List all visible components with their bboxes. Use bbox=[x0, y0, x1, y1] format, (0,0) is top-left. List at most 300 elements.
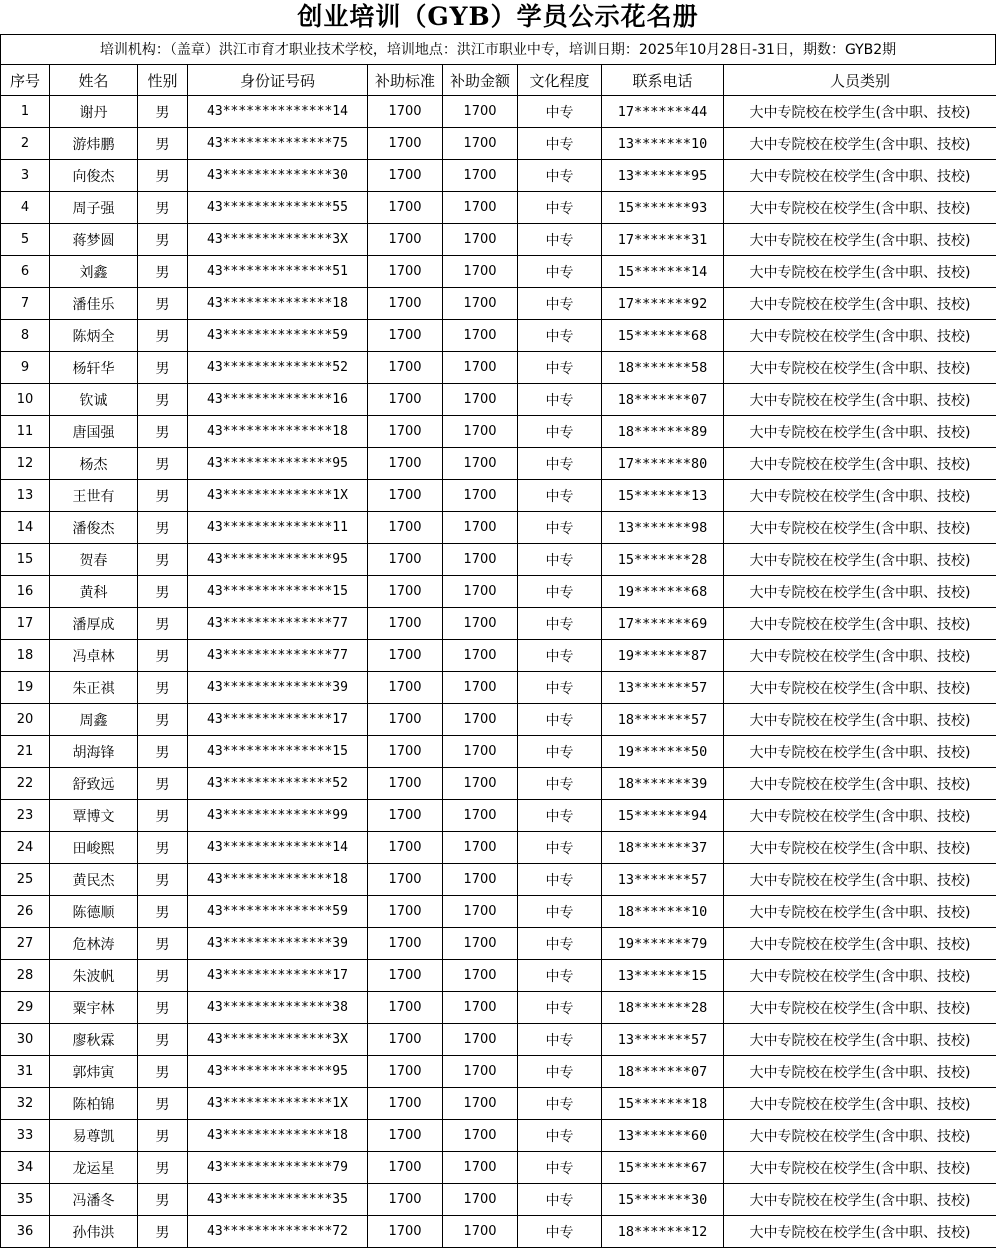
table-row bbox=[1, 480, 996, 512]
cell-gender: 男 bbox=[138, 288, 188, 320]
cell-subsidy-amount: 1700 bbox=[443, 448, 518, 480]
cell-id-number: 43**************95 bbox=[188, 448, 368, 480]
cell-name: 易尊凯 bbox=[50, 1120, 138, 1152]
cell-phone: 13*******57 bbox=[602, 1024, 724, 1056]
cell-name: 龙运星 bbox=[50, 1152, 138, 1184]
cell-subsidy-standard: 1700 bbox=[368, 1120, 443, 1152]
cell-index: 30 bbox=[1, 1024, 50, 1056]
cell-education: 中专 bbox=[518, 704, 602, 736]
cell-gender: 男 bbox=[138, 608, 188, 640]
cell-name: 刘鑫 bbox=[50, 256, 138, 288]
cell-phone: 15*******18 bbox=[602, 1088, 724, 1120]
cell-id-number: 43**************95 bbox=[188, 1056, 368, 1088]
cell-category: 大中专院校在校学生(含中职、技校) bbox=[724, 320, 996, 352]
cell-phone: 18*******58 bbox=[602, 352, 724, 384]
cell-category: 大中专院校在校学生(含中职、技校) bbox=[724, 672, 996, 704]
cell-category: 大中专院校在校学生(含中职、技校) bbox=[724, 992, 996, 1024]
cell-phone: 13*******60 bbox=[602, 1120, 724, 1152]
cell-index: 31 bbox=[1, 1056, 50, 1088]
table-row bbox=[1, 960, 996, 992]
cell-id-number: 43**************95 bbox=[188, 544, 368, 576]
cell-phone: 13*******95 bbox=[602, 160, 724, 192]
cell-subsidy-amount: 1700 bbox=[443, 832, 518, 864]
cell-category: 大中专院校在校学生(含中职、技校) bbox=[724, 736, 996, 768]
cell-subsidy-standard: 1700 bbox=[368, 448, 443, 480]
cell-subsidy-standard: 1700 bbox=[368, 288, 443, 320]
cell-phone: 17*******44 bbox=[602, 96, 724, 128]
cell-gender: 男 bbox=[138, 960, 188, 992]
cell-id-number: 43**************77 bbox=[188, 608, 368, 640]
cell-category: 大中专院校在校学生(含中职、技校) bbox=[724, 160, 996, 192]
cell-phone: 13*******57 bbox=[602, 864, 724, 896]
cell-phone: 15*******28 bbox=[602, 544, 724, 576]
cell-subsidy-standard: 1700 bbox=[368, 1184, 443, 1216]
cell-gender: 男 bbox=[138, 160, 188, 192]
cell-subsidy-amount: 1700 bbox=[443, 576, 518, 608]
cell-subsidy-amount: 1700 bbox=[443, 928, 518, 960]
cell-gender: 男 bbox=[138, 1088, 188, 1120]
cell-education: 中专 bbox=[518, 832, 602, 864]
cell-category: 大中专院校在校学生(含中职、技校) bbox=[724, 128, 996, 160]
table-row bbox=[1, 288, 996, 320]
cell-name: 孙伟洪 bbox=[50, 1216, 138, 1248]
cell-id-number: 43**************14 bbox=[188, 96, 368, 128]
cell-education: 中专 bbox=[518, 1216, 602, 1248]
cell-gender: 男 bbox=[138, 1056, 188, 1088]
cell-name: 郭炜寅 bbox=[50, 1056, 138, 1088]
cell-subsidy-standard: 1700 bbox=[368, 352, 443, 384]
cell-subsidy-amount: 1700 bbox=[443, 1120, 518, 1152]
col-header-name: 姓名 bbox=[50, 65, 138, 96]
cell-subsidy-standard: 1700 bbox=[368, 1216, 443, 1248]
cell-education: 中专 bbox=[518, 640, 602, 672]
cell-subsidy-amount: 1700 bbox=[443, 704, 518, 736]
cell-subsidy-standard: 1700 bbox=[368, 768, 443, 800]
cell-name: 黄民杰 bbox=[50, 864, 138, 896]
cell-id-number: 43**************15 bbox=[188, 576, 368, 608]
cell-education: 中专 bbox=[518, 128, 602, 160]
table-row bbox=[1, 256, 996, 288]
cell-category: 大中专院校在校学生(含中职、技校) bbox=[724, 576, 996, 608]
cell-index: 21 bbox=[1, 736, 50, 768]
cell-id-number: 43**************72 bbox=[188, 1216, 368, 1248]
cell-subsidy-standard: 1700 bbox=[368, 576, 443, 608]
cell-subsidy-amount: 1700 bbox=[443, 128, 518, 160]
roster-body bbox=[1, 96, 996, 1248]
cell-subsidy-amount: 1700 bbox=[443, 352, 518, 384]
cell-education: 中专 bbox=[518, 544, 602, 576]
cell-name: 向俊杰 bbox=[50, 160, 138, 192]
cell-name: 粟宇林 bbox=[50, 992, 138, 1024]
col-header-id-number: 身份证号码 bbox=[188, 65, 368, 96]
table-row bbox=[1, 352, 996, 384]
cell-name: 杨杰 bbox=[50, 448, 138, 480]
cell-gender: 男 bbox=[138, 416, 188, 448]
cell-id-number: 43**************59 bbox=[188, 320, 368, 352]
table-row bbox=[1, 672, 996, 704]
cell-index: 24 bbox=[1, 832, 50, 864]
table-row bbox=[1, 768, 996, 800]
table-row bbox=[1, 192, 996, 224]
table-row bbox=[1, 448, 996, 480]
cell-id-number: 43**************99 bbox=[188, 800, 368, 832]
cell-id-number: 43**************30 bbox=[188, 160, 368, 192]
cell-id-number: 43**************52 bbox=[188, 352, 368, 384]
cell-gender: 男 bbox=[138, 864, 188, 896]
cell-category: 大中专院校在校学生(含中职、技校) bbox=[724, 384, 996, 416]
cell-id-number: 43**************52 bbox=[188, 768, 368, 800]
cell-phone: 19*******68 bbox=[602, 576, 724, 608]
cell-category: 大中专院校在校学生(含中职、技校) bbox=[724, 1088, 996, 1120]
cell-gender: 男 bbox=[138, 1216, 188, 1248]
cell-name: 胡海锋 bbox=[50, 736, 138, 768]
cell-subsidy-amount: 1700 bbox=[443, 1024, 518, 1056]
table-row bbox=[1, 128, 996, 160]
table-row bbox=[1, 704, 996, 736]
cell-name: 朱正祺 bbox=[50, 672, 138, 704]
cell-subsidy-standard: 1700 bbox=[368, 128, 443, 160]
cell-index: 23 bbox=[1, 800, 50, 832]
cell-gender: 男 bbox=[138, 192, 188, 224]
cell-subsidy-amount: 1700 bbox=[443, 992, 518, 1024]
cell-subsidy-standard: 1700 bbox=[368, 1088, 443, 1120]
cell-subsidy-amount: 1700 bbox=[443, 608, 518, 640]
cell-phone: 19*******87 bbox=[602, 640, 724, 672]
cell-id-number: 43**************55 bbox=[188, 192, 368, 224]
cell-phone: 18*******57 bbox=[602, 704, 724, 736]
cell-id-number: 43**************18 bbox=[188, 288, 368, 320]
cell-category: 大中专院校在校学生(含中职、技校) bbox=[724, 768, 996, 800]
cell-gender: 男 bbox=[138, 1184, 188, 1216]
cell-phone: 13*******15 bbox=[602, 960, 724, 992]
cell-index: 27 bbox=[1, 928, 50, 960]
cell-education: 中专 bbox=[518, 1056, 602, 1088]
cell-phone: 18*******07 bbox=[602, 384, 724, 416]
cell-gender: 男 bbox=[138, 1120, 188, 1152]
cell-subsidy-standard: 1700 bbox=[368, 800, 443, 832]
table-row bbox=[1, 416, 996, 448]
cell-name: 廖秋霖 bbox=[50, 1024, 138, 1056]
cell-index: 11 bbox=[1, 416, 50, 448]
cell-gender: 男 bbox=[138, 1152, 188, 1184]
cell-subsidy-amount: 1700 bbox=[443, 192, 518, 224]
cell-gender: 男 bbox=[138, 384, 188, 416]
training-info: 培训机构：（盖章）洪江市育才职业技术学校，培训地点：洪江市职业中专，培训日期：2025年10月28日-31日，期数：GYB2期 bbox=[0, 34, 996, 64]
cell-phone: 15*******14 bbox=[602, 256, 724, 288]
cell-subsidy-standard: 1700 bbox=[368, 672, 443, 704]
cell-gender: 男 bbox=[138, 1024, 188, 1056]
cell-category: 大中专院校在校学生(含中职、技校) bbox=[724, 704, 996, 736]
cell-index: 26 bbox=[1, 896, 50, 928]
cell-subsidy-standard: 1700 bbox=[368, 160, 443, 192]
cell-subsidy-standard: 1700 bbox=[368, 544, 443, 576]
cell-phone: 18*******07 bbox=[602, 1056, 724, 1088]
table-row bbox=[1, 544, 996, 576]
cell-id-number: 43**************59 bbox=[188, 896, 368, 928]
col-header-phone: 联系电话 bbox=[602, 65, 724, 96]
cell-category: 大中专院校在校学生(含中职、技校) bbox=[724, 1024, 996, 1056]
cell-subsidy-amount: 1700 bbox=[443, 736, 518, 768]
cell-name: 周鑫 bbox=[50, 704, 138, 736]
cell-subsidy-standard: 1700 bbox=[368, 224, 443, 256]
cell-index: 15 bbox=[1, 544, 50, 576]
table-row bbox=[1, 1152, 996, 1184]
cell-index: 3 bbox=[1, 160, 50, 192]
cell-education: 中专 bbox=[518, 512, 602, 544]
cell-gender: 男 bbox=[138, 576, 188, 608]
cell-phone: 19*******79 bbox=[602, 928, 724, 960]
cell-name: 潘厚成 bbox=[50, 608, 138, 640]
cell-phone: 19*******50 bbox=[602, 736, 724, 768]
cell-subsidy-standard: 1700 bbox=[368, 192, 443, 224]
cell-phone: 15*******68 bbox=[602, 320, 724, 352]
cell-category: 大中专院校在校学生(含中职、技校) bbox=[724, 1216, 996, 1248]
cell-name: 蒋梦圆 bbox=[50, 224, 138, 256]
cell-name: 周子强 bbox=[50, 192, 138, 224]
cell-name: 朱波帆 bbox=[50, 960, 138, 992]
cell-index: 2 bbox=[1, 128, 50, 160]
cell-gender: 男 bbox=[138, 96, 188, 128]
table-row bbox=[1, 896, 996, 928]
cell-subsidy-amount: 1700 bbox=[443, 640, 518, 672]
table-row bbox=[1, 576, 996, 608]
table-row bbox=[1, 992, 996, 1024]
cell-index: 20 bbox=[1, 704, 50, 736]
cell-id-number: 43**************1X bbox=[188, 480, 368, 512]
cell-name: 谢丹 bbox=[50, 96, 138, 128]
cell-gender: 男 bbox=[138, 480, 188, 512]
table-row bbox=[1, 1184, 996, 1216]
cell-education: 中专 bbox=[518, 256, 602, 288]
cell-gender: 男 bbox=[138, 512, 188, 544]
cell-education: 中专 bbox=[518, 96, 602, 128]
cell-category: 大中专院校在校学生(含中职、技校) bbox=[724, 864, 996, 896]
cell-education: 中专 bbox=[518, 448, 602, 480]
cell-gender: 男 bbox=[138, 320, 188, 352]
table-row bbox=[1, 800, 996, 832]
cell-name: 钦诚 bbox=[50, 384, 138, 416]
cell-subsidy-standard: 1700 bbox=[368, 608, 443, 640]
cell-id-number: 43**************39 bbox=[188, 928, 368, 960]
cell-subsidy-standard: 1700 bbox=[368, 736, 443, 768]
cell-education: 中专 bbox=[518, 1184, 602, 1216]
cell-gender: 男 bbox=[138, 256, 188, 288]
cell-subsidy-amount: 1700 bbox=[443, 320, 518, 352]
table-row bbox=[1, 1216, 996, 1248]
cell-education: 中专 bbox=[518, 608, 602, 640]
cell-gender: 男 bbox=[138, 448, 188, 480]
cell-gender: 男 bbox=[138, 800, 188, 832]
cell-education: 中专 bbox=[518, 576, 602, 608]
cell-phone: 18*******89 bbox=[602, 416, 724, 448]
cell-name: 陈柏锦 bbox=[50, 1088, 138, 1120]
cell-name: 冯潘冬 bbox=[50, 1184, 138, 1216]
cell-category: 大中专院校在校学生(含中职、技校) bbox=[724, 256, 996, 288]
cell-subsidy-standard: 1700 bbox=[368, 480, 443, 512]
cell-category: 大中专院校在校学生(含中职、技校) bbox=[724, 224, 996, 256]
cell-id-number: 43**************3X bbox=[188, 1024, 368, 1056]
cell-index: 5 bbox=[1, 224, 50, 256]
cell-subsidy-amount: 1700 bbox=[443, 544, 518, 576]
table-row bbox=[1, 1024, 996, 1056]
cell-subsidy-standard: 1700 bbox=[368, 256, 443, 288]
cell-subsidy-amount: 1700 bbox=[443, 896, 518, 928]
cell-gender: 男 bbox=[138, 224, 188, 256]
cell-phone: 17*******31 bbox=[602, 224, 724, 256]
cell-subsidy-standard: 1700 bbox=[368, 896, 443, 928]
cell-education: 中专 bbox=[518, 288, 602, 320]
cell-subsidy-standard: 1700 bbox=[368, 640, 443, 672]
cell-id-number: 43**************15 bbox=[188, 736, 368, 768]
cell-index: 8 bbox=[1, 320, 50, 352]
cell-subsidy-amount: 1700 bbox=[443, 384, 518, 416]
cell-id-number: 43**************17 bbox=[188, 704, 368, 736]
cell-index: 18 bbox=[1, 640, 50, 672]
cell-subsidy-standard: 1700 bbox=[368, 1056, 443, 1088]
cell-subsidy-standard: 1700 bbox=[368, 864, 443, 896]
cell-gender: 男 bbox=[138, 352, 188, 384]
cell-education: 中专 bbox=[518, 224, 602, 256]
cell-category: 大中专院校在校学生(含中职、技校) bbox=[724, 288, 996, 320]
cell-gender: 男 bbox=[138, 832, 188, 864]
cell-name: 潘俊杰 bbox=[50, 512, 138, 544]
cell-id-number: 43**************18 bbox=[188, 1120, 368, 1152]
cell-education: 中专 bbox=[518, 1088, 602, 1120]
cell-category: 大中专院校在校学生(含中职、技校) bbox=[724, 1152, 996, 1184]
cell-index: 9 bbox=[1, 352, 50, 384]
cell-education: 中专 bbox=[518, 1152, 602, 1184]
cell-education: 中专 bbox=[518, 320, 602, 352]
cell-index: 28 bbox=[1, 960, 50, 992]
cell-subsidy-amount: 1700 bbox=[443, 1216, 518, 1248]
cell-phone: 13*******10 bbox=[602, 128, 724, 160]
cell-education: 中专 bbox=[518, 416, 602, 448]
cell-index: 14 bbox=[1, 512, 50, 544]
cell-subsidy-standard: 1700 bbox=[368, 416, 443, 448]
cell-subsidy-standard: 1700 bbox=[368, 704, 443, 736]
col-header-subsidy-amount: 补助金额 bbox=[443, 65, 518, 96]
col-header-index: 序号 bbox=[1, 65, 50, 96]
cell-education: 中专 bbox=[518, 480, 602, 512]
cell-subsidy-amount: 1700 bbox=[443, 256, 518, 288]
cell-name: 危林涛 bbox=[50, 928, 138, 960]
cell-subsidy-amount: 1700 bbox=[443, 1088, 518, 1120]
cell-education: 中专 bbox=[518, 672, 602, 704]
cell-index: 36 bbox=[1, 1216, 50, 1248]
cell-id-number: 43**************39 bbox=[188, 672, 368, 704]
cell-gender: 男 bbox=[138, 992, 188, 1024]
cell-name: 陈德顺 bbox=[50, 896, 138, 928]
cell-education: 中专 bbox=[518, 864, 602, 896]
cell-subsidy-amount: 1700 bbox=[443, 416, 518, 448]
table-row bbox=[1, 96, 996, 128]
cell-id-number: 43**************17 bbox=[188, 960, 368, 992]
cell-name: 唐国强 bbox=[50, 416, 138, 448]
cell-phone: 15*******67 bbox=[602, 1152, 724, 1184]
table-row bbox=[1, 512, 996, 544]
cell-index: 33 bbox=[1, 1120, 50, 1152]
cell-name: 舒致远 bbox=[50, 768, 138, 800]
cell-phone: 17*******92 bbox=[602, 288, 724, 320]
cell-subsidy-amount: 1700 bbox=[443, 800, 518, 832]
cell-category: 大中专院校在校学生(含中职、技校) bbox=[724, 416, 996, 448]
cell-name: 黄科 bbox=[50, 576, 138, 608]
cell-category: 大中专院校在校学生(含中职、技校) bbox=[724, 1120, 996, 1152]
cell-name: 陈炳全 bbox=[50, 320, 138, 352]
cell-category: 大中专院校在校学生(含中职、技校) bbox=[724, 544, 996, 576]
col-header-subsidy-standard: 补助标准 bbox=[368, 65, 443, 96]
cell-category: 大中专院校在校学生(含中职、技校) bbox=[724, 448, 996, 480]
cell-education: 中专 bbox=[518, 992, 602, 1024]
cell-index: 32 bbox=[1, 1088, 50, 1120]
cell-name: 田峻熙 bbox=[50, 832, 138, 864]
cell-id-number: 43**************11 bbox=[188, 512, 368, 544]
header-row bbox=[1, 65, 996, 96]
cell-education: 中专 bbox=[518, 384, 602, 416]
cell-index: 13 bbox=[1, 480, 50, 512]
cell-id-number: 43**************18 bbox=[188, 416, 368, 448]
cell-education: 中专 bbox=[518, 1024, 602, 1056]
cell-category: 大中专院校在校学生(含中职、技校) bbox=[724, 192, 996, 224]
cell-name: 杨轩华 bbox=[50, 352, 138, 384]
cell-gender: 男 bbox=[138, 640, 188, 672]
cell-education: 中专 bbox=[518, 192, 602, 224]
cell-index: 34 bbox=[1, 1152, 50, 1184]
cell-phone: 15*******94 bbox=[602, 800, 724, 832]
cell-category: 大中专院校在校学生(含中职、技校) bbox=[724, 1056, 996, 1088]
cell-subsidy-amount: 1700 bbox=[443, 960, 518, 992]
cell-subsidy-amount: 1700 bbox=[443, 672, 518, 704]
table-row bbox=[1, 320, 996, 352]
cell-index: 10 bbox=[1, 384, 50, 416]
cell-name: 王世有 bbox=[50, 480, 138, 512]
cell-subsidy-amount: 1700 bbox=[443, 480, 518, 512]
cell-education: 中专 bbox=[518, 928, 602, 960]
cell-subsidy-standard: 1700 bbox=[368, 1152, 443, 1184]
table-row bbox=[1, 928, 996, 960]
cell-category: 大中专院校在校学生(含中职、技校) bbox=[724, 832, 996, 864]
cell-index: 1 bbox=[1, 96, 50, 128]
cell-id-number: 43**************79 bbox=[188, 1152, 368, 1184]
cell-gender: 男 bbox=[138, 768, 188, 800]
cell-phone: 17*******80 bbox=[602, 448, 724, 480]
cell-category: 大中专院校在校学生(含中职、技校) bbox=[724, 800, 996, 832]
cell-subsidy-amount: 1700 bbox=[443, 512, 518, 544]
cell-education: 中专 bbox=[518, 768, 602, 800]
cell-name: 贺春 bbox=[50, 544, 138, 576]
cell-id-number: 43**************35 bbox=[188, 1184, 368, 1216]
cell-subsidy-amount: 1700 bbox=[443, 768, 518, 800]
table-row bbox=[1, 384, 996, 416]
cell-index: 25 bbox=[1, 864, 50, 896]
cell-phone: 18*******10 bbox=[602, 896, 724, 928]
cell-subsidy-amount: 1700 bbox=[443, 1152, 518, 1184]
cell-subsidy-standard: 1700 bbox=[368, 384, 443, 416]
table-row bbox=[1, 736, 996, 768]
cell-id-number: 43**************75 bbox=[188, 128, 368, 160]
cell-subsidy-standard: 1700 bbox=[368, 1024, 443, 1056]
cell-subsidy-amount: 1700 bbox=[443, 224, 518, 256]
cell-subsidy-amount: 1700 bbox=[443, 96, 518, 128]
cell-phone: 18*******39 bbox=[602, 768, 724, 800]
table-row bbox=[1, 640, 996, 672]
cell-phone: 13*******98 bbox=[602, 512, 724, 544]
table-row bbox=[1, 832, 996, 864]
cell-education: 中专 bbox=[518, 1120, 602, 1152]
roster-table bbox=[0, 64, 996, 1248]
cell-phone: 18*******28 bbox=[602, 992, 724, 1024]
cell-phone: 15*******93 bbox=[602, 192, 724, 224]
